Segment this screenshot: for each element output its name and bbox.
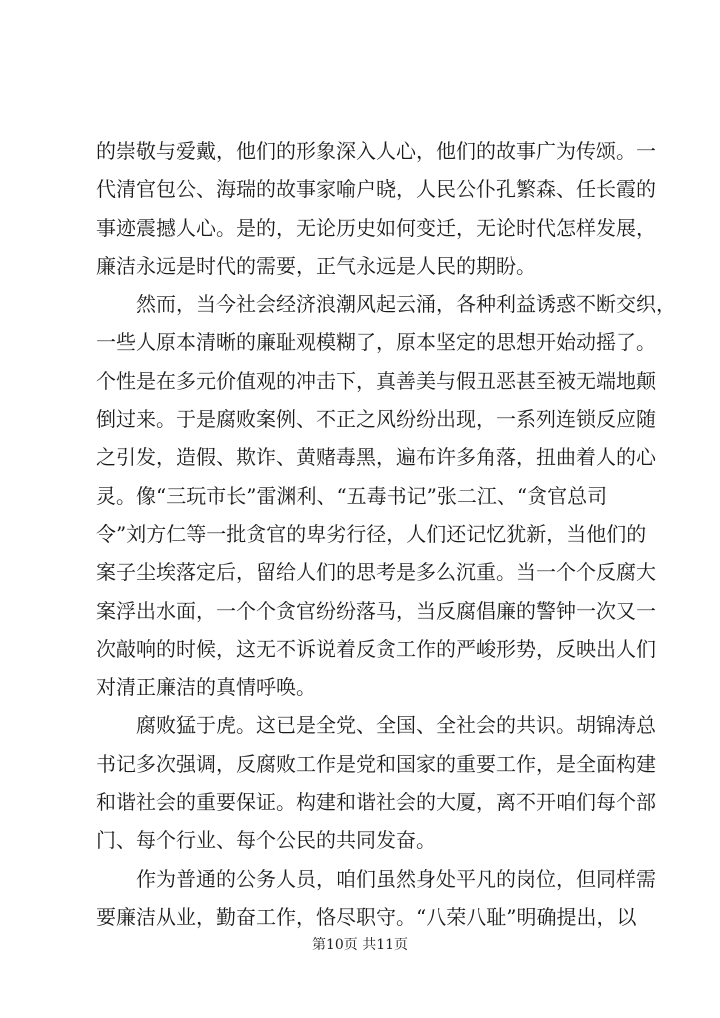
text-line: 廉洁永远是时代的需要，正气永远是人民的期盼。: [96, 253, 536, 278]
text-line: 个性是在多元价值观的冲击下，真善美与假丑恶甚至被无端地颠: [96, 368, 656, 393]
text-line: 事迹震撼人心。是的，无论历史如何变迁，无论时代怎样发展，: [96, 215, 656, 240]
text-line: 案浮出水面，一个个贪官纷纷落马，当反腐倡廉的警钟一次又一: [96, 598, 656, 623]
text-line: 一些人原本清晰的廉耻观模糊了，原本坚定的思想开始动摇了。: [96, 330, 656, 355]
document-body: [96, 132, 676, 936]
text-line: 对清正廉洁的真情呼唤。: [96, 675, 316, 700]
text-line: 代清官包公、海瑞的故事家喻户晓，人民公仆孔繁森、任长霞的: [96, 177, 656, 202]
paragraph-first-line: 腐败猛于虎。这已是全党、全国、全社会的共识。胡锦涛总: [136, 713, 656, 738]
paragraph-first-line: 然而，当今社会经济浪潮风起云涌，各种利益诱惑不断交织，: [136, 292, 676, 317]
text-line: 案子尘埃落定后，留给人们的思考是多么沉重。当一个个反腐大: [96, 560, 656, 585]
page-number-footer: 第10页 共11页: [311, 937, 409, 953]
text-line: 书记多次强调，反腐败工作是党和国家的重要工作，是全面构建: [96, 751, 656, 776]
text-line: 次敲响的时候，这无不诉说着反贪工作的严峻形势，反映出人们: [96, 636, 656, 661]
paragraph-first-line: 作为普通的公务人员，咱们虽然身处平凡的岗位，但同样需: [136, 866, 656, 891]
text-line: 的崇敬与爱戴，他们的形象深入人心，他们的故事广为传颂。一: [96, 139, 656, 163]
text-line: 倒过来。于是腐败案例、不正之风纷纷出现，一系列连锁反应随: [96, 407, 656, 432]
text-line: 令”刘方仁等一批贪官的卑劣行径，人们还记忆犹新，当他们的: [96, 521, 647, 546]
text-line: 要廉洁从业，勤奋工作，恪尽职守。“八荣八耻”明确提出，以: [96, 904, 637, 929]
text-line: 之引发，造假、欺诈、黄赌毒黑，遍布许多角落，扭曲着人的心: [96, 445, 656, 470]
text-line: 和谐社会的重要保证。构建和谐社会的大厦，离不开咱们每个部: [96, 790, 656, 815]
text-line: 灵。像“三玩市长”雷渊利、“五毒书记”张二江、“贪官总司: [96, 483, 608, 508]
text-line: 门、每个行业、每个公民的共同发奋。: [96, 828, 436, 853]
